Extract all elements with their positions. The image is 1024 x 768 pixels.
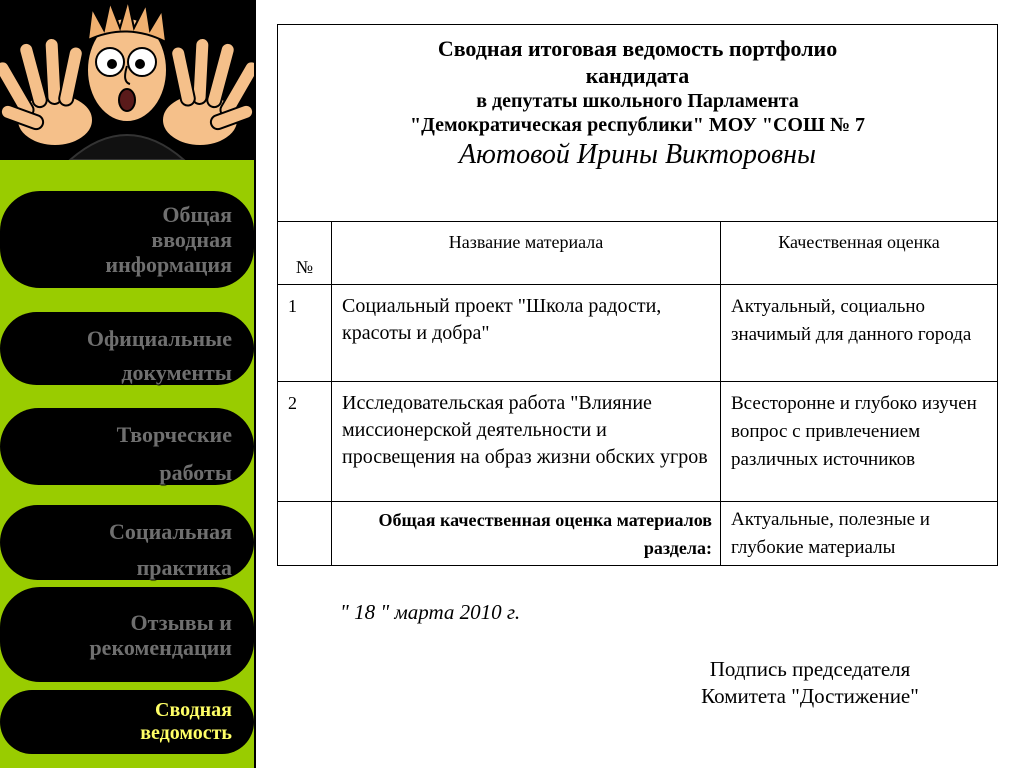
nav-label-line: информация	[105, 252, 232, 277]
column-header-row	[278, 222, 998, 285]
nav-reviews-button[interactable]	[0, 587, 254, 682]
table-row	[278, 285, 998, 382]
mascot-illustration	[0, 0, 254, 160]
nav-label-line: вводная	[151, 227, 232, 252]
document-title: Сводная итоговая ведомость портфолио	[437, 36, 838, 61]
row-number: 2	[278, 382, 332, 502]
row-evaluation: Актуальный, социально значимый для данного города	[721, 285, 998, 382]
nav-label-line: Социальная	[109, 519, 232, 544]
document-subtitle: в депутаты школьного Парламента	[476, 90, 799, 112]
nav-label-line: рекомендации	[89, 634, 232, 660]
nav-label-line: Официальные	[86, 326, 232, 351]
total-row	[278, 502, 998, 566]
column-header-evaluation: Качественная оценка	[721, 222, 998, 285]
document-subtitle-school: "Демократическая республики" МОУ "СОШ № 7	[409, 114, 866, 136]
row-evaluation: Всесторонне и глубоко изучен вопрос с привлечением различных источников	[721, 382, 998, 502]
document-date: " 18 " марта 2010 г.	[340, 600, 521, 624]
nav-social-practice-button[interactable]	[0, 505, 254, 580]
nav-label-line: практика	[136, 555, 232, 580]
total-number-cell	[278, 502, 332, 566]
sidebar	[0, 0, 256, 768]
nav-label-line: Общая	[162, 202, 232, 227]
nav-official-documents-button[interactable]	[0, 312, 254, 385]
nav-summary-sheet-button[interactable]	[0, 690, 254, 754]
nav-label-line: Сводная	[155, 699, 232, 721]
column-header-material: Название материала	[332, 222, 721, 285]
nav-label-line: работы	[159, 460, 232, 485]
summary-table	[277, 24, 998, 566]
column-header-number: №	[278, 222, 332, 285]
nav-label-line: ведомость	[140, 722, 232, 744]
total-evaluation: Актуальные, полезные и глубокие материалы	[721, 502, 998, 566]
row-material: Социальный проект "Школа радости, красоты и добра"	[332, 285, 721, 382]
document-title-line: кандидата	[585, 63, 690, 88]
nav-label-line: документы	[121, 360, 232, 385]
signature-block	[640, 656, 980, 710]
signature-line: Комитета "Достижение"	[701, 684, 919, 708]
table-row	[278, 382, 998, 502]
nav-label-line: Творческие	[116, 422, 232, 447]
row-number: 1	[278, 285, 332, 382]
nav-general-info-button[interactable]	[0, 191, 254, 288]
nav-label-line: Отзывы и	[130, 609, 232, 635]
table-title-row	[278, 25, 998, 222]
candidate-name: Аютовой Ирины Викторовны	[459, 139, 817, 170]
nav-creative-works-button[interactable]	[0, 408, 254, 485]
row-material: Исследовательская работа "Влияние миссионерской деятельности и просвещения на образ жизни обских угров	[332, 382, 721, 502]
total-label: Общая качественная оценка материалов раздела:	[332, 502, 721, 566]
document-header	[278, 25, 998, 222]
signature-line: Подпись председателя	[709, 657, 911, 681]
surprised-cartoon-man-icon	[0, 0, 254, 160]
